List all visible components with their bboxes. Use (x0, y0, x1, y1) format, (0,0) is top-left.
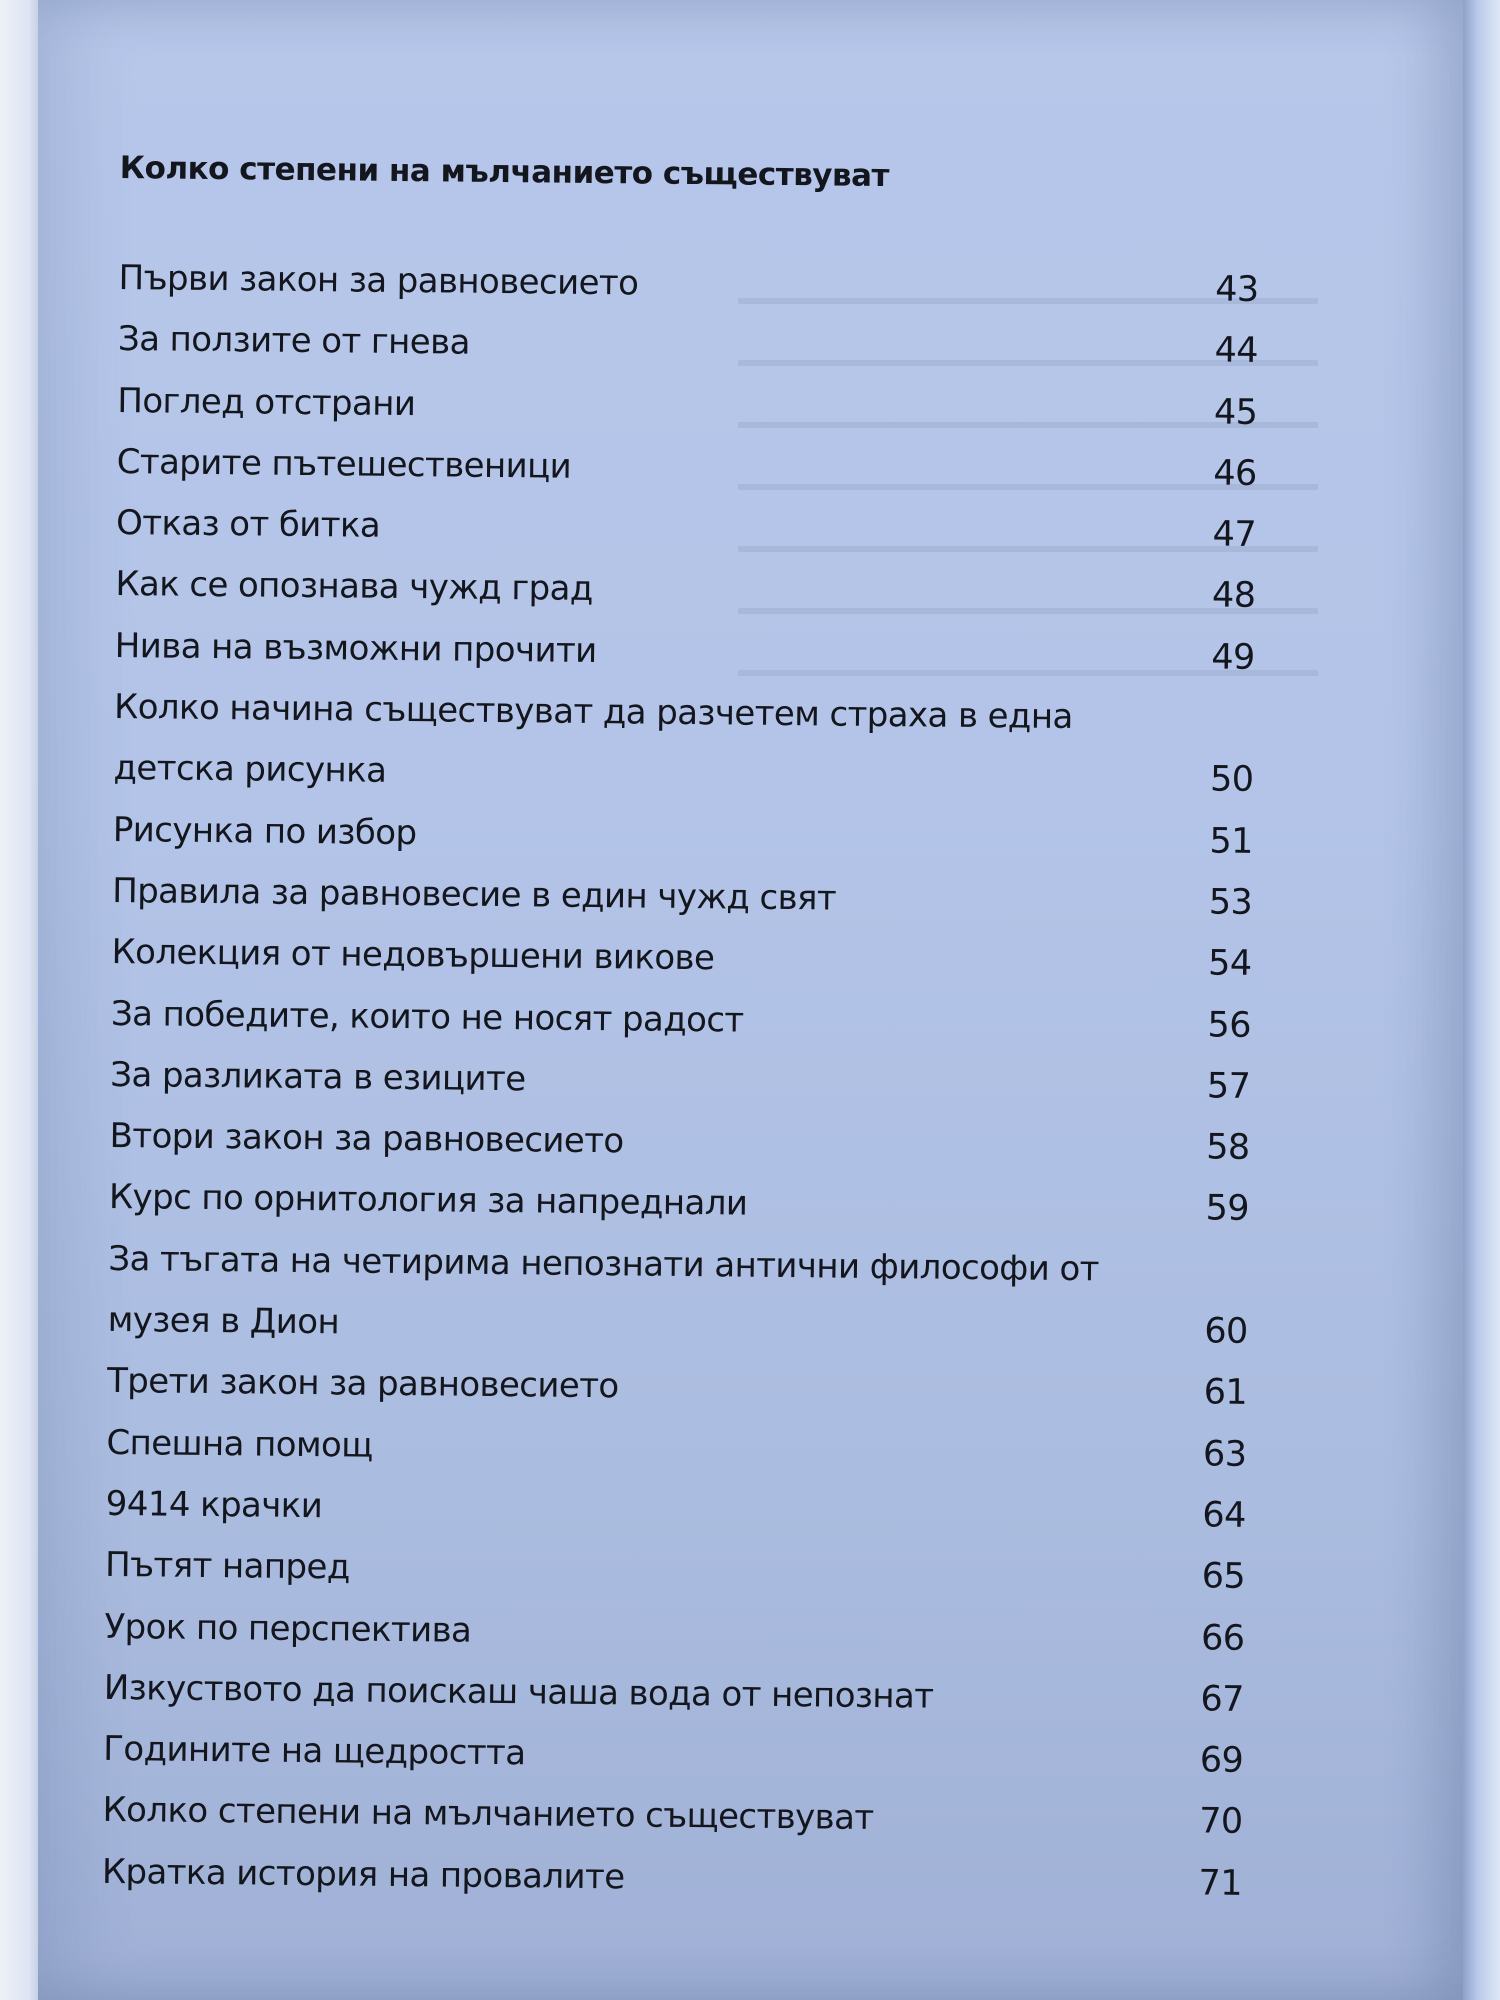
toc-entry-page-number: 51 (1209, 821, 1254, 862)
toc-entry-title: Нива на възможни прочити (114, 625, 597, 671)
toc-entry-page-number: 65 (1201, 1556, 1246, 1598)
toc-entry-title: Правила за равновесие в един чужд свят (112, 870, 837, 919)
toc-entry-title: За ползите от гнева (117, 319, 470, 363)
toc-entry-page-number: 43 (1215, 269, 1259, 310)
toc-entry-page-number: 46 (1213, 453, 1257, 494)
toc-entry-page-number: 56 (1207, 1005, 1252, 1046)
toc-entry-title: За тъгата на четирима непознати антични философи от (108, 1238, 1100, 1290)
next-page-edge (1463, 0, 1500, 2000)
toc-entry-title: Трети закон за равновесието (106, 1361, 619, 1407)
toc-entry-page-number: 47 (1212, 514, 1257, 556)
toc-entry-title: Втори закон за равновесието (109, 1116, 624, 1162)
toc-entry (102, 1842, 1243, 1915)
toc-entry-page-number: 59 (1205, 1188, 1250, 1230)
toc-entry-page-number: 71 (1198, 1863, 1243, 1904)
toc-entry-list (102, 248, 1259, 1915)
toc-entry-title: За разликата в езиците (110, 1054, 526, 1100)
toc-entry-page-number: 44 (1214, 330, 1259, 372)
toc-entry-page-number: 49 (1211, 637, 1255, 678)
toc-entry-title: Годините на щедростта (103, 1729, 526, 1774)
toc-entry-page-number: 69 (1199, 1740, 1244, 1781)
toc-entry-page-number: 61 (1203, 1372, 1248, 1414)
toc-entry-title: Колекция от недовършени викове (111, 932, 715, 979)
toc-entry-title: музея в Дион (107, 1299, 340, 1343)
toc-entry-page-number: 63 (1202, 1434, 1247, 1475)
toc-entry-page-number: 64 (1202, 1495, 1246, 1536)
toc-entry-title: Спешна помощ (106, 1422, 373, 1466)
toc-entry-title: Поглед отстрани (117, 380, 416, 424)
toc-entry-title: За победите, които не носят радост (110, 993, 744, 1041)
toc-entry-page-number: 70 (1198, 1801, 1243, 1843)
toc-entry-page-number: 60 (1204, 1311, 1248, 1352)
toc-entry-page-number: 45 (1213, 392, 1258, 433)
table-of-contents (102, 148, 1260, 1915)
toc-entry-title: Старите пътешественици (116, 441, 572, 487)
toc-entry-title: Пътят напред (104, 1545, 350, 1588)
toc-entry-title: Курс по орнитология за напреднали (108, 1177, 748, 1225)
toc-entry-page-number: 48 (1211, 575, 1256, 617)
toc-entry-page-number: 50 (1209, 759, 1254, 801)
toc-entry-title: Колко начина съществуват да разчетем страха в една (113, 687, 1073, 738)
toc-entry-title: детска рисунка (113, 748, 387, 792)
toc-entry-page-number: 67 (1200, 1679, 1245, 1720)
toc-entry-title: Урок по перспектива (104, 1606, 472, 1651)
toc-entry-title: Колко степени на мълчанието съществуват (102, 1790, 874, 1839)
section-heading: Колко степени на мълчанието съществуват (119, 149, 890, 195)
toc-entry-title: Рисунка по избор (112, 809, 417, 853)
toc-entry-page-number: 66 (1200, 1617, 1245, 1659)
toc-entry-page-number: 57 (1206, 1066, 1251, 1107)
toc-entry-page-number: 54 (1207, 943, 1252, 985)
toc-entry-title: Отказ от битка (115, 503, 381, 546)
toc-entry-title: Първи закон за равновесието (118, 257, 639, 304)
toc-entry-title: Кратка история на провалите (101, 1851, 625, 1898)
toc-entry-page-number: 53 (1208, 882, 1253, 923)
toc-entry-title: Изкуството да поискаш чаша вода от непознат (103, 1667, 934, 1717)
toc-entry-title: 9414 крачки (105, 1483, 323, 1527)
toc-entry-title: Как се опознава чужд град (115, 564, 593, 610)
toc-entry-page-number: 58 (1206, 1127, 1250, 1169)
